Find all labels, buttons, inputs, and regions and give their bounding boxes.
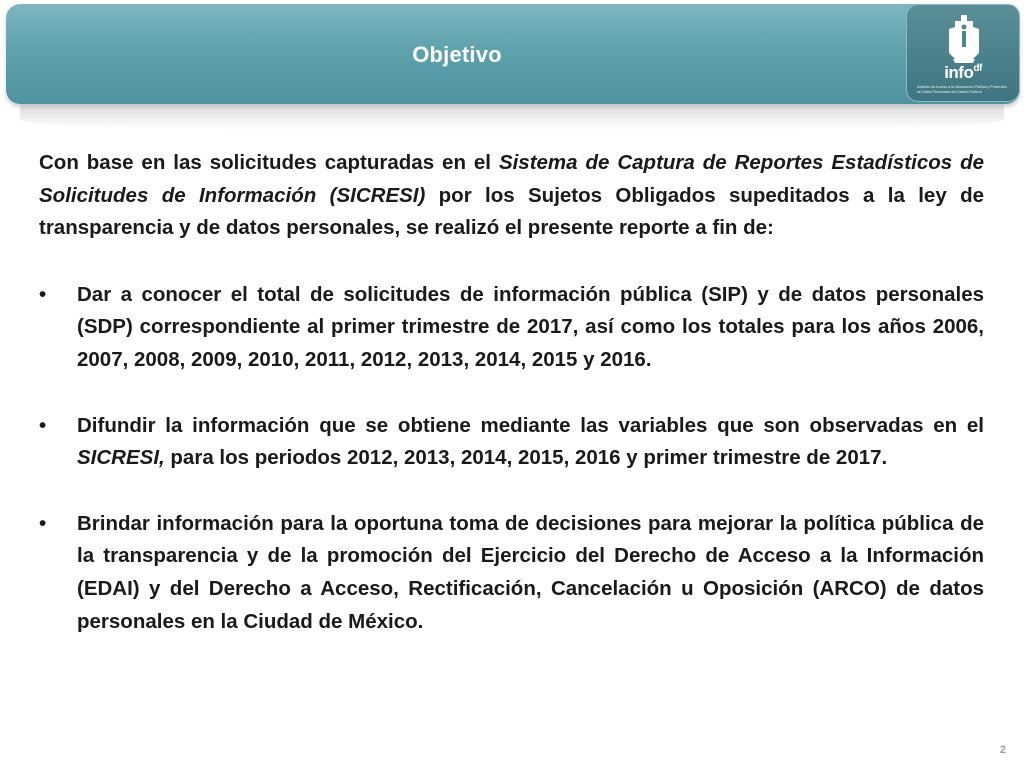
logo-subtitle: Instituto de Acceso a la Información Pública y Protección de Datos Personales del Distrito Federal xyxy=(917,85,1008,94)
list-item: • Difundir la información que se obtiene mediante las variables que son observadas en el SICRESI, para los periodos 2012, 2013, 2014, 2015, 2016 y primer trimestre de 2017. xyxy=(39,410,984,475)
main-content xyxy=(39,147,984,671)
list-item: • Dar a conocer el total de solicitudes de información pública (SIP) y de datos personales (SDP) correspondiente al primer trimestre de 2017, así como los totales para los años 2006, 2007, 2008, 2009, 2010, 2011, 2012, 2013, 2014, 2015 y 2016. xyxy=(39,279,984,377)
intro-paragraph: Con base en las solicitudes capturadas en el Sistema de Captura de Reportes Estadísticos de Solicitudes de Información (SICRESI) por los Sujetos Obligados supeditados a la ley de transparencia y de datos personales, se realizó el presente reporte a fin de: xyxy=(39,151,985,240)
bullet-icon: • xyxy=(39,413,47,437)
objectives-list xyxy=(39,279,984,638)
logo-name: info$^{df}$ xyxy=(944,63,982,82)
page-title: Objetivo xyxy=(412,42,502,67)
bullet-icon: • xyxy=(39,282,47,306)
list-item: • Brindar información para la oportuna toma de decisiones para mejorar la política pública de la transparencia y de la promoción del Ejercicio del Derecho de Acceso a la Información (EDAI) y del Derecho a Acceso, Rectificación, Cancelación u Oposición (ARCO) de datos personales en la Ciudad de México. xyxy=(39,508,984,638)
bullet-icon: • xyxy=(39,511,47,535)
city-emblem-icon xyxy=(943,13,985,65)
page-number: 2 xyxy=(999,744,1006,756)
infodf-logo xyxy=(906,4,1020,102)
header-shadow xyxy=(20,104,1004,130)
